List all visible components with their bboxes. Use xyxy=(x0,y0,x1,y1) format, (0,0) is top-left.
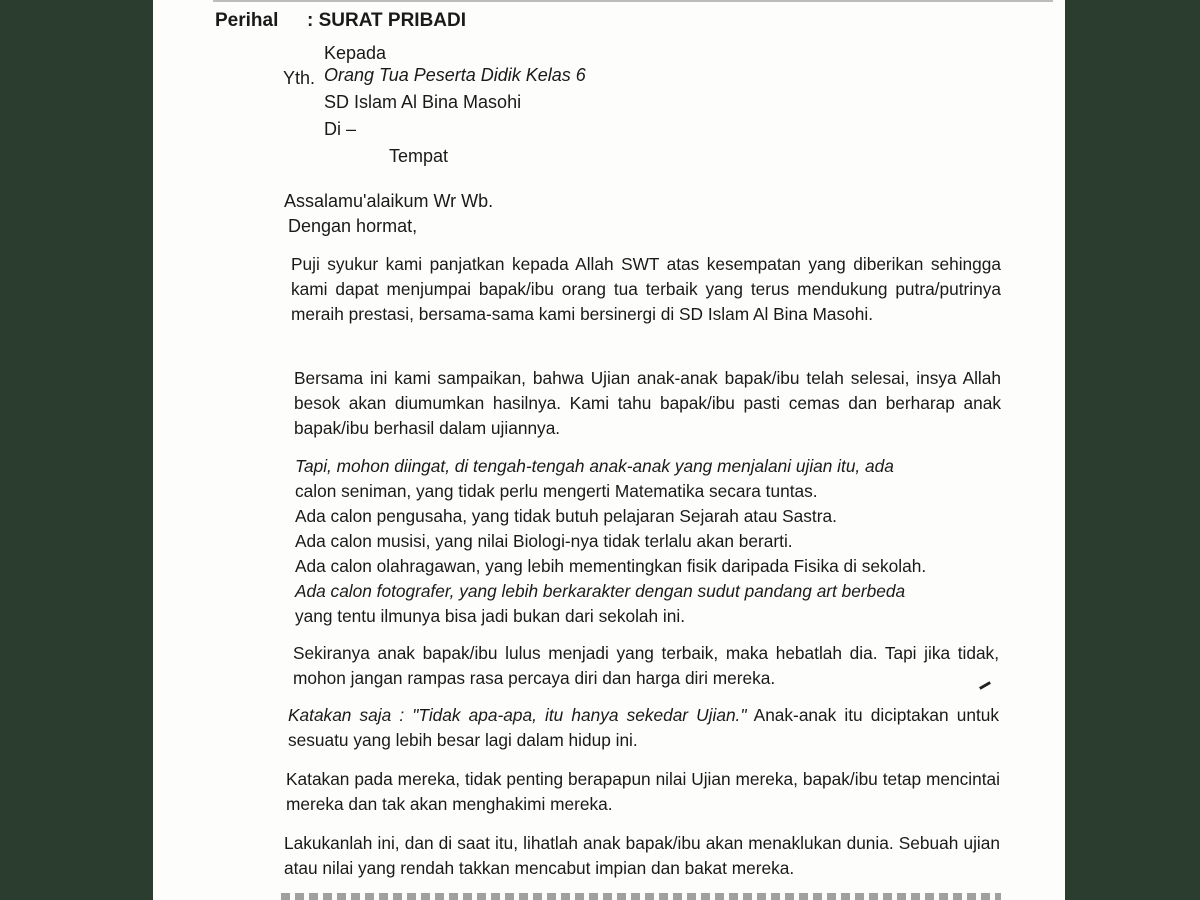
address-di: Di – xyxy=(324,119,357,139)
paragraph-1-text: Puji syukur kami panjatkan kepada Allah SWT atas kesempatan yang diberikan sehingga kami dapat menjumpai bapak/ibu orang tua terbaik yang terus mendukung putra/putrinya meraih prestasi, bersama-sama kami bersinergi di SD Islam Al Bina Masohi. xyxy=(291,254,1001,324)
paragraph-3-line: Ada calon musisi, yang nilai Biologi-nya tidak terlalu akan berarti. xyxy=(295,531,793,551)
address-recipient-line2: SD Islam Al Bina Masohi xyxy=(324,92,522,112)
subject-label: Perihal xyxy=(215,10,279,31)
paragraph-3-line: Ada calon olahragawan, yang lebih mementingkan fisik daripada Fisika di sekolah. xyxy=(295,556,927,576)
paragraph-3-line: yang tentu ilmunya bisa jadi bukan dari sekolah ini. xyxy=(295,606,686,626)
paragraph-7 xyxy=(284,831,1000,881)
paragraph-6-text: Katakan pada mereka, tidak penting berapapun nilai Ujian mereka, bapak/ibu tetap mencintai mereka dan tak akan menghakimi mereka. xyxy=(286,769,1000,814)
paragraph-3-line: calon seniman, yang tidak perlu mengerti Matematika secara tuntas. xyxy=(295,481,818,501)
address-tempat: Tempat xyxy=(389,146,449,166)
paragraph-3 xyxy=(295,454,1001,629)
paragraph-2-text: Bersama ini kami sampaikan, bahwa Ujian anak-anak bapak/ibu telah selesai, insya Allah besok akan diumumkan hasilnya. Kami tahu bapak/ibu pasti cemas dan berharap anak bapak/ibu berhasil dalam ujiannya. xyxy=(294,368,1001,438)
cut-off-next-line xyxy=(281,893,1001,900)
subject-value: : SURAT PRIBADI xyxy=(307,10,467,31)
paragraph-4 xyxy=(293,641,999,691)
paragraph-2 xyxy=(294,366,1001,441)
paragraph-3-line: Ada calon pengusaha, yang tidak butuh pelajaran Sejarah atau Sastra. xyxy=(295,506,837,526)
greeting-salam: Assalamu'alaikum Wr Wb. xyxy=(284,191,494,211)
paragraph-3-line: Tapi, mohon diingat, di tengah-tengah anak-anak yang menjalani ujian itu, ada xyxy=(295,456,894,476)
address-recipient-line1: Orang Tua Peserta Didik Kelas 6 xyxy=(324,65,586,85)
address-kepada: Kepada xyxy=(324,43,387,63)
letter-page xyxy=(153,0,1065,900)
paragraph-3-line: Ada calon fotografer, yang lebih berkarakter dengan sudut pandang art berbeda xyxy=(295,581,906,601)
top-border-line xyxy=(213,0,1053,2)
paragraph-1 xyxy=(291,252,1001,327)
paragraph-4-text: Sekiranya anak bapak/ibu lulus menjadi yang terbaik, maka hebatlah dia. Tapi jika tidak, mohon jangan rampas rasa percaya diri dan harga diri mereka. xyxy=(293,643,999,688)
paragraph-5-quote: Katakan saja : "Tidak apa-apa, itu hanya sekedar Ujian." xyxy=(288,705,747,725)
paragraph-7-text: Lakukanlah ini, dan di saat itu, lihatlah anak bapak/ibu akan menaklukan dunia. Sebuah ujian atau nilai yang rendah takkan mencabut impian dan bakat mereka. xyxy=(284,833,1000,878)
subject-line xyxy=(215,10,466,32)
greeting-hormat: Dengan hormat, xyxy=(288,216,418,236)
paragraph-5-rest: Anak-anak itu diciptakan untuk sesuatu yang lebih besar lagi dalam hidup ini. xyxy=(288,705,999,750)
paragraph-6 xyxy=(286,767,1000,817)
address-yth: Yth. xyxy=(283,68,316,88)
paragraph-5-text xyxy=(288,703,999,753)
paragraph-5 xyxy=(288,703,999,753)
